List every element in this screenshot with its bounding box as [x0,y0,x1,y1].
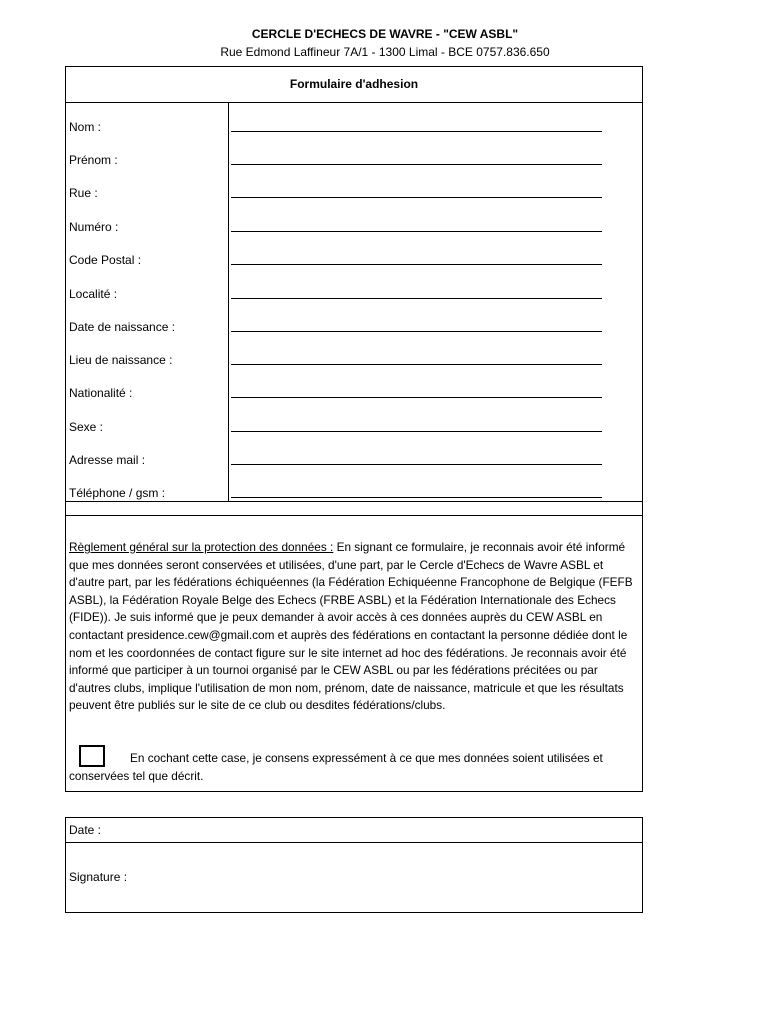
nom-input-line[interactable] [231,131,602,132]
field-telephone [66,485,642,505]
field-label: Adresse mail : [69,453,146,467]
sexe-input-line[interactable] [231,431,602,432]
prenom-input-line[interactable] [231,164,602,165]
date-label: Date : [69,823,102,837]
field-prenom [66,152,642,172]
field-label: Date de naissance : [69,320,176,334]
field-date-naissance [66,319,642,339]
field-label: Téléphone / gsm : [69,486,166,500]
field-label: Nationalité : [69,386,133,400]
signature-label: Signature : [69,870,128,884]
field-label: Lieu de naissance : [69,353,173,367]
rue-input-line[interactable] [231,197,602,198]
field-label: Numéro : [69,220,119,234]
club-address: Rue Edmond Laffineur 7A/1 - 1300 Limal - BCE 0757.836.650 [220,45,550,59]
field-rue [66,185,642,205]
membership-form [65,66,643,792]
divider [66,501,642,502]
field-email [66,452,642,472]
club-title: CERCLE D'ECHECS DE WAVRE - "CEW ASBL" [251,27,519,41]
field-code-postal [66,252,642,272]
numero-input-line[interactable] [231,231,602,232]
field-label: Sexe : [69,420,104,434]
field-localite [66,286,642,306]
rgpd-heading: Règlement général sur la protection des données : [69,540,334,554]
field-label: Prénom : [69,153,118,167]
field-numero [66,219,642,239]
nationalite-input-line[interactable] [231,397,602,398]
field-lieu-naissance [66,352,642,372]
code-postal-input-line[interactable] [231,264,602,265]
rgpd-body: En signant ce formulaire, je reconnais avoir été informé que mes données seront conservées et utilisées, d'une part, par le Cercle d'Echecs de Wavre ASBL et d'autre part, par les fédérations échiquéennes (la Fédération Echiquéenne Francophone de Belgique (FEFB ASBL), la Fédération Royale Belge des Echecs (FRBE ASBL) et la Fédération Internationale des Echecs (FIDE)). Je suis informé que je peux demander à avoir accès à ces données auprès du CEW ASBL en contactant presidence.cew@gmail.com et auprès des fédérations en contactant la personne dédiée dont le nom et les coordonnées de contact figure sur le site internet ad hoc des fédérations. Je reconnais avoir été informé que participer à un tournoi organisé par le CEW ASBL ou par les fédérations précitées ou par d'autres clubs, implique l'utilisation de mon nom, prénom, date de naissance, matricule et que les résultats peuvent être publiés sur le site de ce club ou desdites fédérations/clubs. [69,540,633,713]
field-nom [66,119,642,139]
email-input-line[interactable] [231,464,602,465]
signature-row[interactable] [66,843,642,913]
field-label: Nom : [69,120,102,134]
form-title: Formulaire d'adhesion [66,67,642,103]
field-label: Localité : [69,287,118,301]
field-label: Rue : [69,186,98,200]
consent-text: En cochant cette case, je consens expressément à ce que mes données soient utilisées et conservées tel que décrit. [69,751,603,783]
date-row[interactable] [66,818,642,843]
lieu-naissance-input-line[interactable] [231,364,602,365]
signature-block [65,817,643,913]
divider [66,515,642,516]
field-nationalite [66,385,642,405]
field-sexe [66,419,642,439]
field-label: Code Postal : [69,253,142,267]
telephone-input-line[interactable] [231,497,602,498]
localite-input-line[interactable] [231,298,602,299]
rgpd-paragraph [69,539,641,715]
date-naissance-input-line[interactable] [231,331,602,332]
